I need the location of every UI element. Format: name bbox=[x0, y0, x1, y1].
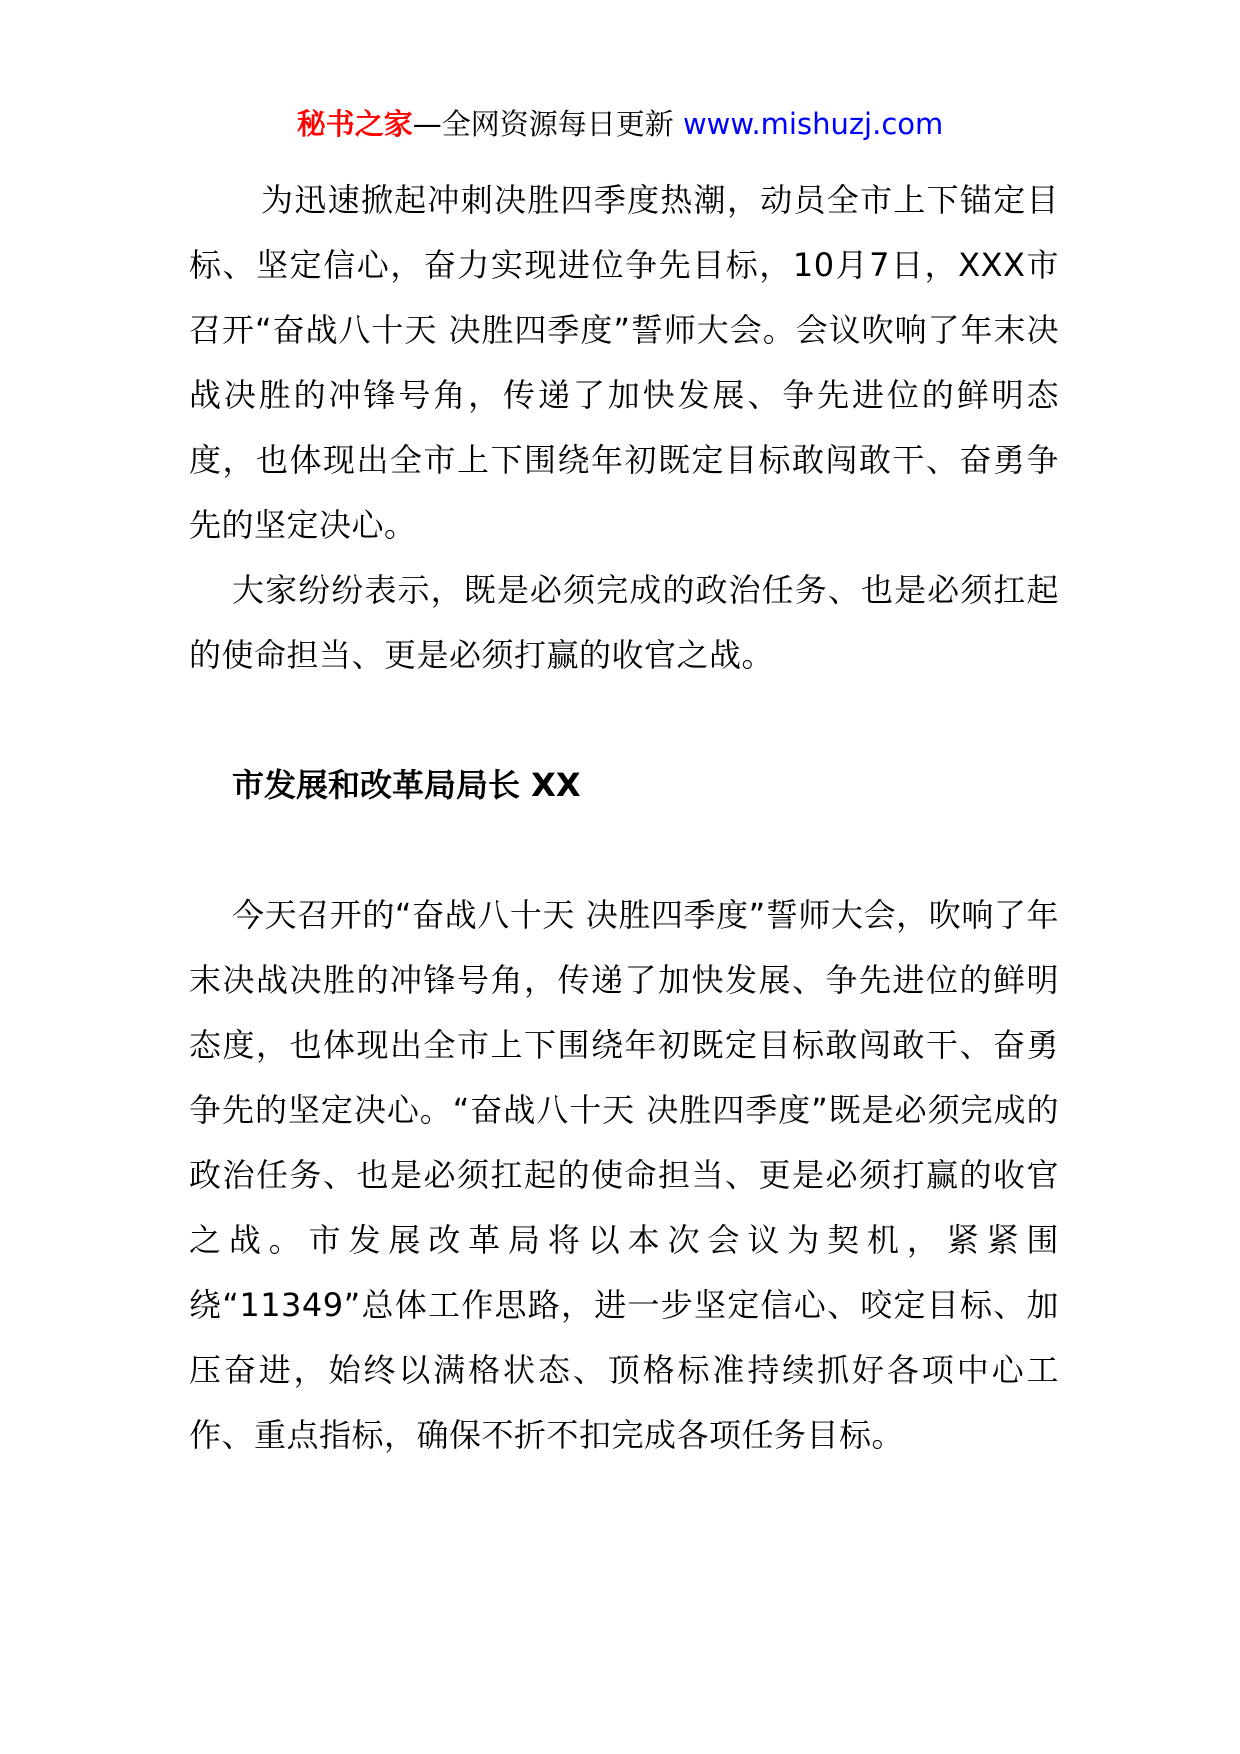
watermark-header bbox=[0, 104, 1240, 144]
summary-paragraph: 大家纷纷表示，既是必须完成的政治任务、也是必须扛起的使命担当、更是必须打赢的收官之战。 bbox=[189, 571, 1059, 674]
header-url-link[interactable]: www.mishuzj.com bbox=[682, 107, 944, 141]
brand-name: 秘书之家 bbox=[296, 107, 413, 141]
intro-paragraph: 为迅速掀起冲刺决胜四季度热潮，动员全市上下锚定目标、坚定信心，奋力实现进位争先目标，10月7日，XXX市召开“奋战八十天 决胜四季度”誓师大会。会议吹响了年末决战决胜的冲锋号角，传递了加快发展、争先进位的鲜明态度，也体现出全市上下围绕年初既定目标敢闯敢干、奋勇争先的坚定决心。 bbox=[189, 181, 1059, 544]
spacer bbox=[189, 818, 1059, 883]
spacer bbox=[189, 688, 1059, 753]
section-heading: 市发展和改革局局长 XX bbox=[232, 766, 581, 804]
document-body bbox=[189, 168, 1059, 1468]
section-body-paragraph: 今天召开的“奋战八十天 决胜四季度”誓师大会，吹响了年末决战决胜的冲锋号角，传递了加快发展、争先进位的鲜明态度，也体现出全市上下围绕年初既定目标敢闯敢干、奋勇争先的坚定决心。“奋战八十天 决胜四季度”既是必须完成的政治任务、也是必须扛起的使命担当、更是必须打赢的收官之战。市发展改革局将以本次会议为契机，紧紧围绕“11349”总体工作思路，进一步坚定信心、咬定目标、加压奋进，始终以满格状态、顶格标准持续抓好各项中心工作、重点指标，确保不折不扣完成各项任务目标。 bbox=[189, 896, 1059, 1454]
header-tagline: —全网资源每日更新 bbox=[412, 107, 674, 141]
